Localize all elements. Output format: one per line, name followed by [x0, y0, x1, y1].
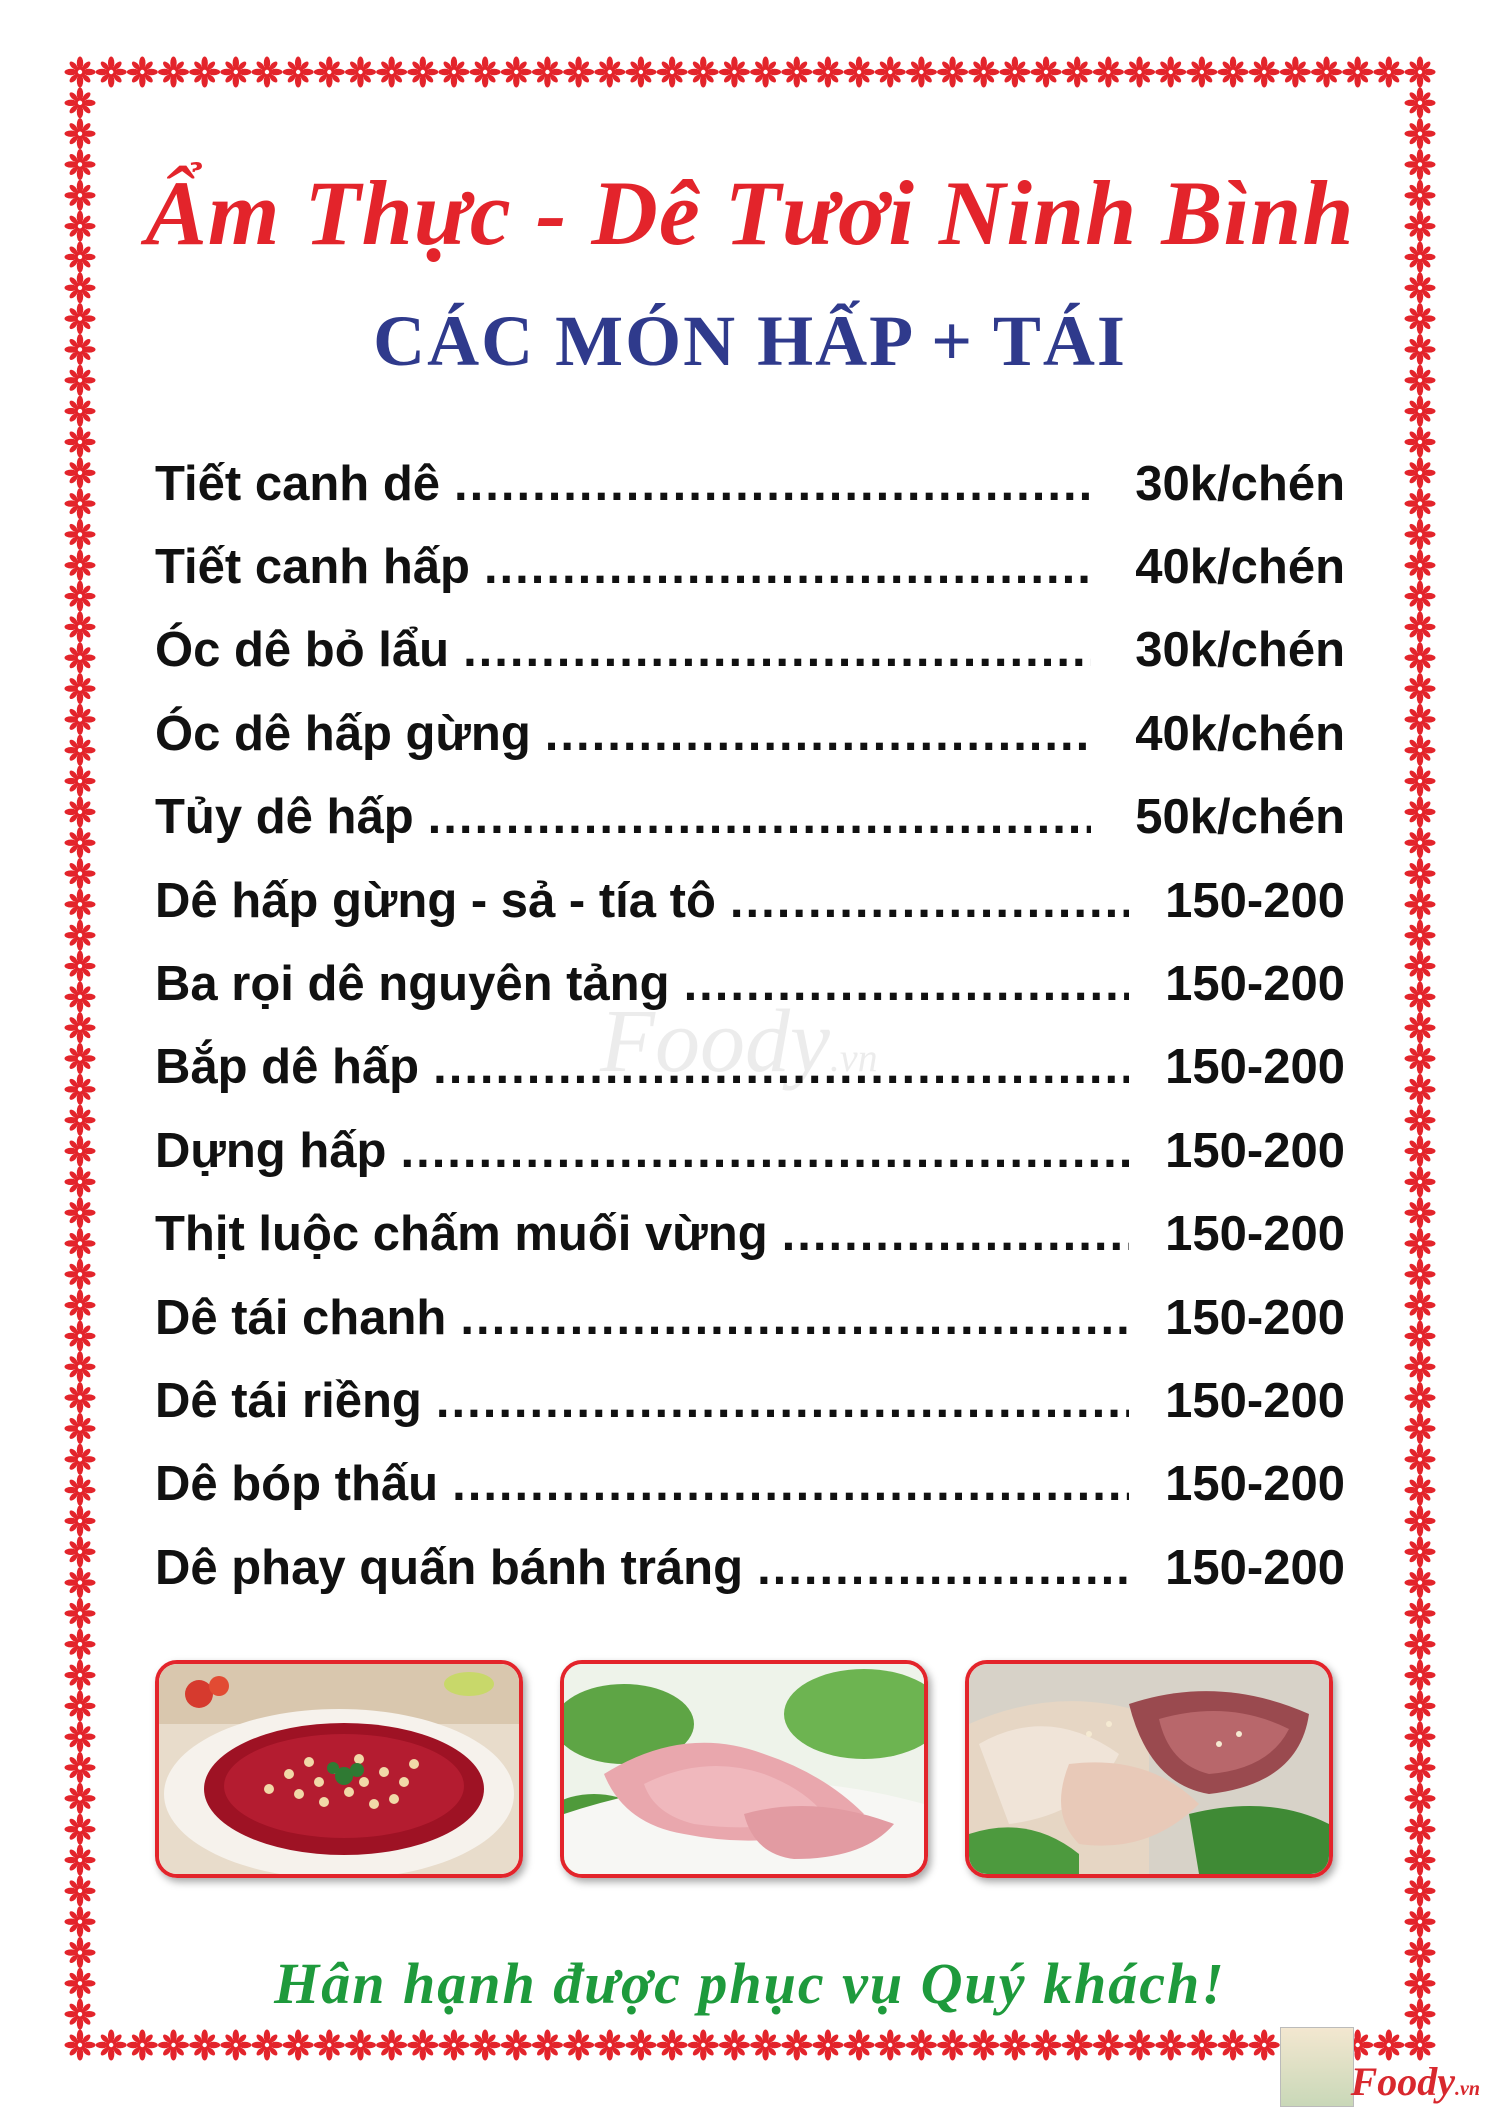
menu-item [155, 1109, 1345, 1192]
menu-item-price: 150-200 [1165, 1290, 1345, 1345]
foody-watermark: Foody.vn [600, 992, 878, 1091]
menu-item [155, 1276, 1345, 1359]
menu-item-name: Tiết canh dê [155, 456, 441, 511]
dot-leader [452, 1456, 1129, 1512]
blood-pudding-photo [155, 1660, 523, 1878]
menu-item [155, 442, 1345, 525]
menu-item [155, 692, 1345, 775]
menu-item-price: 30k/chén [1135, 623, 1345, 678]
menu-item [155, 776, 1345, 859]
dot-leader [684, 956, 1129, 1012]
section-subtitle: CÁC MÓN HẤP + TÁI [373, 301, 1127, 381]
menu-item-name: Thịt luộc chấm muối vừng [155, 1207, 768, 1262]
foody-logo-text: Foody.vn [1350, 2059, 1480, 2104]
page-title: Ẩm Thực - Dê Tươi Ninh Bình [145, 162, 1355, 264]
menu-item [155, 942, 1345, 1025]
dot-leader [463, 622, 1091, 678]
dot-leader [757, 1540, 1129, 1596]
menu-item-name: Dê phay quấn bánh tráng [155, 1540, 744, 1595]
menu-item-price: 40k/chén [1135, 540, 1345, 595]
dot-leader [730, 873, 1129, 929]
menu-item-name: Tủy dê hấp [155, 790, 414, 845]
dot-leader [545, 706, 1091, 762]
menu-item-name: Ba rọi dê nguyên tảng [155, 957, 670, 1012]
dot-leader [460, 1290, 1129, 1346]
menu-item [155, 525, 1345, 608]
menu-item [155, 1193, 1345, 1276]
food-photo-strip [155, 1660, 1345, 1870]
menu-item-name: Dựng hấp [155, 1123, 387, 1178]
menu-item-price: 150-200 [1165, 1040, 1345, 1095]
menu-item-price: 150-200 [1165, 1457, 1345, 1512]
menu-item-price: 150-200 [1165, 1123, 1345, 1178]
menu-item [155, 1359, 1345, 1442]
menu-item-price: 30k/chén [1135, 456, 1345, 511]
dot-leader [484, 539, 1091, 595]
menu-item [155, 1026, 1345, 1109]
menu-item [155, 609, 1345, 692]
dot-leader [433, 1039, 1129, 1095]
rare-goat-meat-photo [965, 1660, 1333, 1878]
menu-item-name: Óc dê bỏ lẩu [155, 623, 450, 678]
menu-item-price: 150-200 [1165, 1207, 1345, 1262]
dot-leader [400, 1123, 1129, 1179]
menu-item-name: Dê tái chanh [155, 1290, 447, 1345]
menu-item-name: Óc dê hấp gừng [155, 706, 531, 761]
menu-thumbnail [1280, 2027, 1354, 2107]
menu-item-price: 40k/chén [1135, 706, 1345, 761]
menu-item-name: Bắp dê hấp [155, 1040, 420, 1095]
dot-leader [428, 789, 1092, 845]
menu-item-name: Dê bóp thấu [155, 1457, 439, 1512]
menu-item-price: 50k/chén [1135, 790, 1345, 845]
menu-item-name: Dê hấp gừng - sả - tía tô [155, 873, 716, 928]
menu-list [155, 442, 1345, 1609]
menu-item [155, 1443, 1345, 1526]
footer-greeting: Hân hạnh được phục vụ Quý khách! [274, 1951, 1226, 2016]
menu-item-price: 150-200 [1165, 1373, 1345, 1428]
menu-item-name: Dê tái riềng [155, 1373, 422, 1428]
menu-item-price: 150-200 [1165, 957, 1345, 1012]
menu-item-price: 150-200 [1165, 873, 1345, 928]
menu-item-price: 150-200 [1165, 1540, 1345, 1595]
dot-leader [436, 1373, 1129, 1429]
menu-item-name: Tiết canh hấp [155, 540, 470, 595]
menu-item [155, 1526, 1345, 1609]
foody-corner-logo [1280, 2021, 1480, 2111]
dot-leader [782, 1206, 1129, 1262]
menu-item [155, 859, 1345, 942]
dot-leader [454, 456, 1091, 512]
steamed-meat-photo [560, 1660, 928, 1878]
